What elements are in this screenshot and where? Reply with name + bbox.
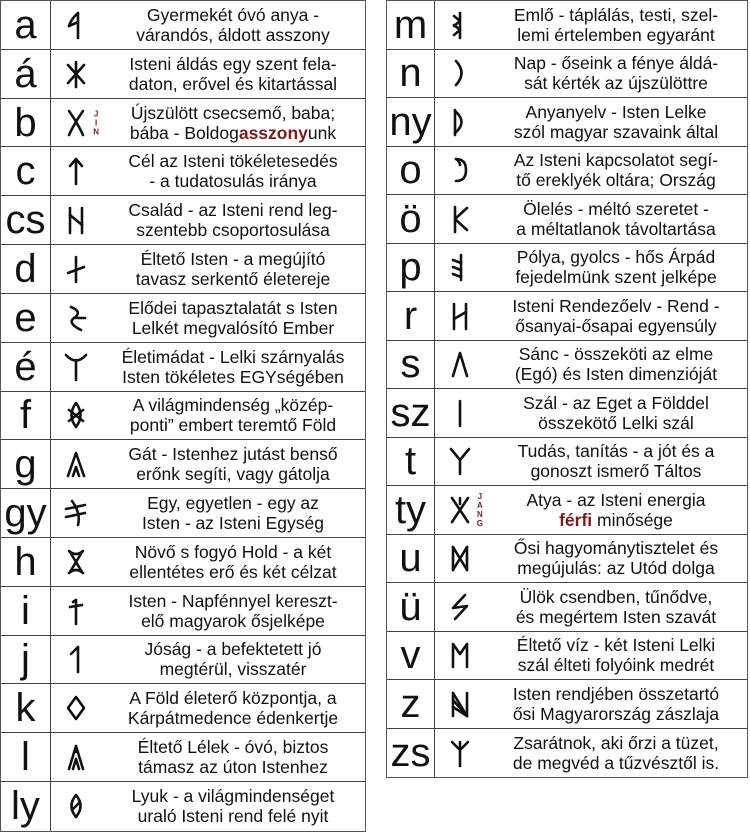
meaning-text	[485, 341, 747, 389]
meaning-text	[101, 99, 365, 147]
rune-d-icon	[51, 245, 101, 293]
vertical-letter: G	[476, 518, 483, 528]
meaning-line: sát kérték az újszülöttre	[524, 73, 708, 94]
meaning-text	[101, 733, 365, 781]
table-row	[387, 729, 747, 778]
highlight-word: asszony	[238, 122, 308, 143]
latin-letter: k	[1, 684, 51, 732]
table-row	[1, 782, 365, 831]
meaning-text	[101, 489, 365, 537]
latin-letter: t	[387, 438, 435, 486]
latin-letter: m	[387, 1, 435, 49]
rune-m-icon	[435, 1, 485, 49]
latin-letter: ü	[387, 583, 435, 631]
latin-letter: zs	[387, 729, 435, 778]
meaning-line: ellentétes erő és két célzat	[129, 561, 337, 582]
meaning-text	[101, 245, 365, 293]
vertical-label	[93, 109, 99, 136]
meaning-line: ősanyai-ősapai egyensúly	[515, 315, 717, 336]
rune-b-icon	[51, 99, 101, 147]
meaning-line: elő magyarok ősjelképe	[141, 610, 325, 631]
highlight-word: férfi	[559, 509, 593, 530]
latin-letter: f	[1, 392, 51, 440]
meaning-line: megújulás: az Utód dolga	[517, 558, 715, 579]
meaning-line: Növő s fogyó Hold - a két	[134, 541, 332, 562]
right-rune-table	[386, 0, 748, 778]
table-row	[387, 632, 747, 681]
rune-l-icon	[51, 733, 101, 781]
rune-e-icon	[51, 294, 101, 342]
rune-f-icon	[51, 392, 101, 440]
rune-ee-icon	[51, 343, 101, 391]
meaning-text	[101, 440, 365, 488]
meaning-line: ponti” embert teremtő Föld	[129, 415, 337, 436]
vertical-label	[477, 492, 483, 528]
meaning-text	[485, 438, 747, 486]
meaning-line: Életimádat - Lelki szárnyalás	[121, 346, 345, 367]
meaning-line: Elődei tapasztalatát s Isten	[128, 297, 338, 318]
meaning-line: Isten - Napfénnyel kereszt-	[128, 590, 338, 611]
meaning-line-post: minősége	[592, 509, 673, 530]
rune-g-icon	[51, 440, 101, 488]
table-row	[1, 392, 365, 441]
latin-letter: c	[1, 147, 51, 195]
rune-aa-icon	[51, 50, 101, 98]
meaning-line: Újszülött csecsemő, baba;	[130, 102, 336, 123]
meaning-line: Lyuk - a világmindenséget	[131, 786, 335, 807]
meaning-line-post: unk	[307, 122, 337, 143]
meaning-line: a méltatlanok távoltartása	[516, 218, 716, 239]
meaning-text	[485, 292, 747, 340]
meaning-line: Isten rendjében összetartó	[512, 683, 720, 704]
rune-v-icon	[435, 632, 485, 680]
left-rune-table	[0, 0, 366, 832]
table-row	[1, 636, 365, 685]
meaning-line: Cél az Isteni tökéletesedés	[128, 151, 338, 172]
rune-t-icon	[435, 438, 485, 486]
meaning-line: Zsarátnok, aki őrzi a tüzet,	[513, 732, 719, 753]
rune-u-icon	[435, 535, 485, 583]
rune-o-icon	[435, 147, 485, 195]
meaning-line: - a tudatosulás iránya	[149, 171, 317, 192]
latin-letter: v	[387, 632, 435, 680]
meaning-line: Pólya, gyolcs - hős Árpád	[516, 247, 716, 268]
meaning-line: (Egó) és Isten dimenzióját	[514, 364, 718, 385]
meaning-line: Jóság - a befektetett jó	[144, 639, 322, 660]
meaning-text	[485, 50, 747, 98]
meaning-line: de megvéd a tűzvésztől is.	[512, 752, 720, 773]
table-row	[387, 680, 747, 729]
table-row	[1, 50, 365, 99]
table-row	[387, 389, 747, 438]
latin-letter: e	[1, 294, 51, 342]
latin-letter: i	[1, 587, 51, 635]
meaning-text	[101, 1, 365, 49]
latin-letter: é	[1, 343, 51, 391]
meaning-text	[101, 147, 365, 195]
meaning-line: összekötő Lelki szál	[538, 412, 694, 433]
latin-letter: p	[387, 244, 435, 292]
meaning-text	[101, 587, 365, 635]
meaning-line: Ősi hagyománytisztelet és	[513, 538, 719, 559]
meaning-line: lemi értelemben egyaránt	[517, 24, 715, 45]
rune-i-icon	[51, 587, 101, 635]
meaning-line: Anyanyelv - Isten Lelke	[525, 101, 707, 122]
meaning-line: Gyermekét óvó anya -	[146, 4, 320, 25]
meaning-line: Egy, egyetlen - egy az	[147, 493, 319, 514]
latin-letter: h	[1, 538, 51, 586]
meaning-text	[485, 729, 747, 778]
meaning-line: Emlő - táplálás, testi, szel-	[513, 4, 719, 25]
latin-letter: ö	[387, 195, 435, 243]
meaning-text	[101, 343, 365, 391]
rune-k-icon	[51, 684, 101, 732]
latin-letter: gy	[1, 489, 51, 537]
latin-letter: g	[1, 440, 51, 488]
vertical-letter: N	[93, 127, 99, 137]
table-row	[387, 486, 747, 535]
rune-oe-icon	[435, 195, 485, 243]
rune-ly-icon	[51, 782, 101, 831]
rune-s-icon	[435, 341, 485, 389]
meaning-text	[485, 632, 747, 680]
meaning-line: szól magyar szavaink által	[513, 121, 719, 142]
meaning-text	[485, 680, 747, 728]
vertical-letter: N	[476, 509, 483, 519]
meaning-line: Az Isteni kapcsolatot segí-	[513, 150, 719, 171]
table-row	[1, 684, 365, 733]
vertical-letter: A	[476, 500, 483, 510]
rune-ty-icon	[435, 486, 485, 534]
table-row	[1, 733, 365, 782]
latin-letter: s	[387, 341, 435, 389]
rune-gy-icon	[51, 489, 101, 537]
latin-letter: sz	[387, 389, 435, 437]
latin-letter: u	[387, 535, 435, 583]
meaning-text	[485, 389, 747, 437]
rune-r-icon	[435, 292, 485, 340]
meaning-line: Éltető víz - két Isteni Lelki	[516, 635, 716, 656]
table-row	[387, 341, 747, 390]
table-row	[1, 147, 365, 196]
latin-letter: ty	[387, 486, 435, 534]
meaning-text	[485, 98, 747, 146]
table-row	[1, 440, 365, 489]
meaning-line: ősi Magyarország zászlaja	[512, 703, 720, 724]
latin-letter: á	[1, 50, 51, 98]
latin-letter: d	[1, 245, 51, 293]
meaning-text	[485, 486, 747, 534]
meaning-line: Isten - az Isteni Egység	[142, 513, 324, 534]
table-row	[1, 587, 365, 636]
meaning-line: tavasz serkentő életereje	[135, 268, 331, 289]
rune-a-icon	[51, 1, 101, 49]
rune-p-icon	[435, 244, 485, 292]
meaning-text	[101, 50, 365, 98]
meaning-line: várandós, áldott asszony	[136, 24, 330, 45]
meaning-text	[101, 782, 365, 831]
table-row	[387, 1, 747, 50]
meaning-text	[485, 535, 747, 583]
meaning-text	[101, 684, 365, 732]
table-row	[1, 245, 365, 294]
meaning-text	[485, 147, 747, 195]
meaning-line: Ölelés - méltó szeretet -	[523, 198, 709, 219]
meaning-line: Éltető Lélek - óvó, biztos	[137, 737, 329, 758]
meaning-line: fejedelmünk szent jelképe	[515, 267, 717, 288]
meaning-line: Család - az Isteni rend leg-	[128, 200, 338, 221]
latin-letter: r	[387, 292, 435, 340]
latin-letter: b	[1, 99, 51, 147]
meaning-line: Gát - Istenhez jutást benső	[128, 444, 338, 465]
meaning-line: Isten tökéletes EGYségében	[122, 366, 344, 387]
meaning-line: Kárpátmedence édenkertje	[127, 708, 339, 729]
table-row	[387, 244, 747, 293]
latin-letter: z	[387, 680, 435, 728]
vertical-letter: J	[93, 109, 99, 119]
table-row	[387, 195, 747, 244]
vertical-letter: I	[94, 118, 98, 128]
table-row	[387, 583, 747, 632]
table-row	[387, 535, 747, 584]
meaning-line: erőnk segíti, vagy gátolja	[136, 464, 330, 485]
rune-j-icon	[51, 636, 101, 684]
meaning-line	[559, 510, 673, 530]
meaning-text	[101, 196, 365, 244]
table-row	[1, 538, 365, 587]
table-row	[1, 343, 365, 392]
meaning-text	[101, 636, 365, 684]
table-row	[1, 196, 365, 245]
meaning-line	[130, 123, 336, 143]
latin-letter: ny	[387, 98, 435, 146]
latin-letter: l	[1, 733, 51, 781]
meaning-line: Szál - az Eget a Földdel	[523, 392, 709, 413]
meaning-line: Isteni Rendezőelv - Rend -	[512, 295, 720, 316]
meaning-line: gonoszt ismerő Táltos	[530, 461, 702, 482]
meaning-line: Lelkét megvalósító Ember	[131, 317, 335, 338]
rune-sz-icon	[435, 389, 485, 437]
meaning-line: daton, erővel és kitartással	[128, 73, 338, 94]
meaning-line: tő ereklyék oltára; Ország	[516, 170, 716, 191]
meaning-line: Éltető Isten - a megújító	[140, 248, 326, 269]
meaning-line: Ülök csendben, tűnődve,	[519, 586, 713, 607]
table-row	[387, 438, 747, 487]
meaning-text	[101, 538, 365, 586]
meaning-text	[485, 583, 747, 631]
meaning-text	[485, 1, 747, 49]
meaning-line: támasz az úton Istenhez	[138, 757, 328, 778]
rune-zs-icon	[435, 729, 485, 778]
vertical-letter: J	[477, 491, 483, 501]
meaning-line: Atya - az Isteni energia	[526, 489, 706, 510]
meaning-text	[485, 195, 747, 243]
table-row	[1, 99, 365, 148]
table-row	[1, 489, 365, 538]
meaning-line-pre: bába - Boldog	[129, 122, 239, 143]
latin-letter: n	[387, 50, 435, 98]
meaning-line: A világmindenség „közép-	[132, 395, 334, 416]
rune-z-icon	[435, 680, 485, 728]
meaning-text	[101, 392, 365, 440]
meaning-line: Tudás, tanítás - a jót és a	[517, 441, 715, 462]
latin-letter: o	[387, 147, 435, 195]
meaning-line: Sánc - összeköti az elme	[518, 344, 714, 365]
meaning-line: Isteni áldás egy szent fela-	[129, 53, 337, 74]
meaning-text	[101, 294, 365, 342]
rune-n-icon	[435, 50, 485, 98]
latin-letter: a	[1, 1, 51, 49]
meaning-line: uraló Isteni rend felé nyit	[137, 806, 329, 827]
meaning-text	[485, 244, 747, 292]
rune-cs-icon	[51, 196, 101, 244]
meaning-line: A Föld életerő központja, a	[129, 688, 337, 709]
meaning-line: Nap - őseink a fénye áldá-	[513, 53, 719, 74]
latin-letter: cs	[1, 196, 51, 244]
rune-h-icon	[51, 538, 101, 586]
rune-ny-icon	[435, 98, 485, 146]
latin-letter: ly	[1, 782, 51, 831]
table-row	[387, 50, 747, 99]
latin-letter: j	[1, 636, 51, 684]
meaning-line: megtérül, visszatér	[159, 659, 307, 680]
rune-ue-icon	[435, 583, 485, 631]
rune-c-icon	[51, 147, 101, 195]
table-row	[387, 147, 747, 196]
table-row	[1, 1, 365, 50]
meaning-line: szentebb csoportosulása	[136, 220, 330, 241]
table-row	[387, 292, 747, 341]
table-row	[387, 98, 747, 147]
table-row	[1, 294, 365, 343]
meaning-line: szál élteti folyóink medrét	[517, 655, 715, 676]
meaning-line: és megértem Isten szavát	[515, 606, 717, 627]
